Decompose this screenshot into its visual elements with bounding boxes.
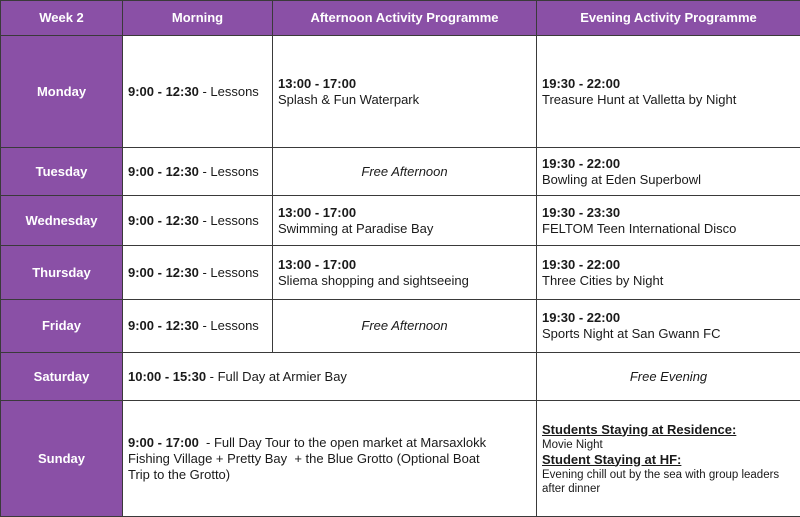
evening-cell: 19:30 - 22:00 Bowling at Eden Superbowl — [537, 148, 800, 196]
evening-cell: 19:30 - 22:00 Sports Night at San Gwann FC — [537, 300, 800, 353]
table-row-friday — [1, 300, 800, 353]
afternoon-cell: Free Afternoon — [273, 300, 537, 353]
table-row-monday — [1, 36, 800, 148]
hf-heading: Student Staying at HF: — [542, 452, 795, 468]
afternoon-cell: 13:00 - 17:00 Sliema shopping and sightseeing — [273, 246, 537, 300]
evening-cell: 19:30 - 23:30 FELTOM Teen International Disco — [537, 196, 800, 246]
table-row-saturday — [1, 353, 800, 401]
evening-cell: Free Evening — [537, 353, 800, 401]
week-header: Week 2 — [1, 1, 123, 36]
full-day-cell: 10:00 - 15:30 - Full Day at Armier Bay — [123, 353, 537, 401]
header-row — [1, 1, 800, 36]
table-row-tuesday — [1, 148, 800, 196]
day-label: Sunday — [1, 401, 123, 517]
evening-cell: 19:30 - 22:00 Three Cities by Night — [537, 246, 800, 300]
day-label: Wednesday — [1, 196, 123, 246]
day-label: Friday — [1, 300, 123, 353]
residence-heading: Students Staying at Residence: — [542, 422, 795, 438]
afternoon-cell: 13:00 - 17:00 Splash & Fun Waterpark — [273, 36, 537, 148]
evening-header: Evening Activity Programme — [537, 1, 800, 36]
evening-cell — [537, 401, 800, 517]
morning-cell: 9:00 - 12:30 - Lessons — [123, 148, 273, 196]
day-label: Thursday — [1, 246, 123, 300]
day-label: Tuesday — [1, 148, 123, 196]
residence-text: Movie Night — [542, 438, 795, 452]
table-row-sunday — [1, 401, 800, 517]
afternoon-cell: Free Afternoon — [273, 148, 537, 196]
morning-cell: 9:00 - 12:30 - Lessons — [123, 196, 273, 246]
table-row-wednesday — [1, 196, 800, 246]
morning-header: Morning — [123, 1, 273, 36]
morning-cell: 9:00 - 12:30 - Lessons — [123, 300, 273, 353]
morning-cell: 9:00 - 12:30 - Lessons — [123, 36, 273, 148]
table-row-thursday — [1, 246, 800, 300]
morning-cell: 9:00 - 12:30 - Lessons — [123, 246, 273, 300]
day-label: Saturday — [1, 353, 123, 401]
hf-text: Evening chill out by the sea with group leaders after dinner — [542, 468, 795, 496]
full-day-cell: 9:00 - 17:00 - Full Day Tour to the open market at Marsaxlokk Fishing Village + Pretty Bay + the Blue Grotto (Optional Boat Trip to the Grotto) — [123, 401, 537, 517]
afternoon-cell: 13:00 - 17:00 Swimming at Paradise Bay — [273, 196, 537, 246]
afternoon-header: Afternoon Activity Programme — [273, 1, 537, 36]
evening-cell: 19:30 - 22:00 Treasure Hunt at Valletta by Night — [537, 36, 800, 148]
day-label: Monday — [1, 36, 123, 148]
